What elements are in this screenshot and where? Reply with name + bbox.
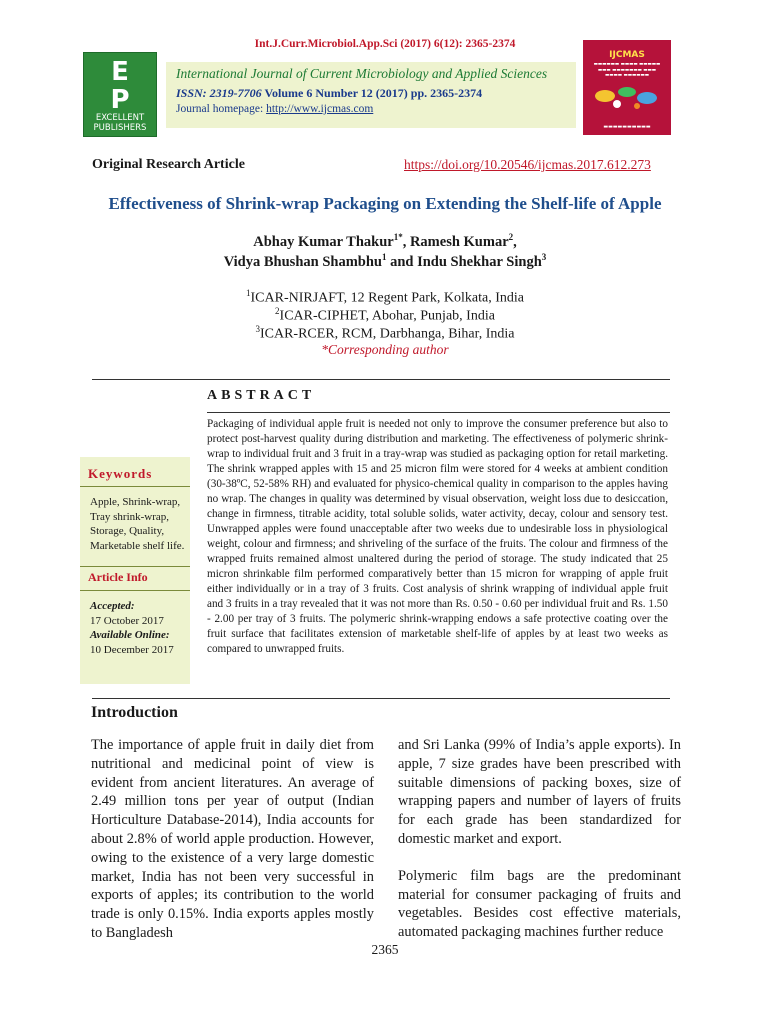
author-name: , Ramesh Kumar [402,233,509,250]
accepted-date: 17 October 2017 [90,614,164,627]
issn-line [176,86,482,101]
author-name: Vidya Bhushan Shambhu [223,253,382,270]
online-date: 10 December 2017 [90,643,174,656]
affiliation-text: ICAR-RCER, RCM, Darbhanga, Bihar, India [259,326,515,342]
journal-reference: Int.J.Curr.Microbiol.App.Sci (2017) 6(12): 2365-2374 [254,38,516,50]
introduction-heading: Introduction [91,704,178,721]
paragraph: and Sri Lanka (99% of India’s apple exports). In apple, 7 size grades have been prescribed with suitable dimensions of packing boxes, size of wrapping papers and number of layers of fruits for each grade has been standardized for domestic market and export. [398,737,681,847]
cover-title: IJCMAS [609,50,645,60]
author-name: Abhay Kumar Thakur [253,233,394,250]
keywords-heading: Keywords [88,466,153,481]
abstract-text: Packaging of individual apple fruit is needed not only to improve the consumer preference but also to protect post-harvest quality during distribution and marketing. The effectiveness of polymeric shrink-wrap to individual fruit and 3 fruit in a tray-wrap was studied as packaging option for retail marketing. The shrink wrapped apples with 15 and 25 micron film were stored for 4 weeks at ambient condition (30-38ºC, 52-58% RH) and evaluated for physico-chemical quality in comparison to the apples having no wrap. The changes in quality was determined by visual observation, weight loss due to desiccation, change in firmness, titrable acidity, total soluble solids, water activity, decay, colour and sensory test. Unwrapped apples were found unacceptable after two weeks due to undesirable loss in physiological weight, colour and firmness; and shriveling of the surface of the fruits. The colour and firmness of the wrapped fruits remained almost unaltered during the period of storage. The study indicated that 25 micron shrinkable film performed comparatively better than 15 micron for wrapping of apple fruit either individually or in a tray of 3 fruits. Cost analysis of shrink wrapping of individual apple fruit and 3 fruits in a tray revealed that it was not more than Rs. 0.50 - 0.60 per individual fruit and Rs. 1.50 - 2.00 per tray of 3 fruits. The polymeric shrink-wrapping endows a safe protective coating over the fruit surface that facilitates extension of marketable shelf-life of apples by at least two weeks as compared to unwrapped fruits. [207,418,668,655]
sidebar-divider [80,566,190,567]
sidebar-divider [80,590,190,591]
author-name: and Indu Shekhar Singh [386,253,542,270]
author-separator: , [513,233,517,250]
intro-left-column [91,736,374,961]
abstract-bottom-rule [92,698,670,699]
affiliation [0,288,770,307]
paper-title: Effectiveness of Shrink-wrap Packaging on Extending the Shelf-life of Apple [108,194,662,213]
intro-right-column [398,736,681,960]
author-sup: 2 [508,232,514,242]
abstract-heading-rule [207,412,670,413]
logo-text: EXCELLENT PUBLISHERS [93,113,147,133]
authors-line-1 [0,232,770,251]
author-sup: 1 [381,252,387,262]
doi-link[interactable]: https://doi.org/10.20546/ijcmas.2017.612.273 [404,157,651,172]
authors-line-2 [0,252,770,271]
affiliation-sup: 1 [246,288,251,298]
article-type: Original Research Article [92,157,245,172]
cover-microbe-art-icon [591,80,663,112]
affiliation-sup: 3 [255,324,260,334]
online-label: Available Online: [90,629,170,641]
author-sup: 1* [393,232,403,242]
page-number: 2365 [371,942,399,957]
abstract-heading: ABSTRACT [207,388,316,403]
journal-name: International Journal of Current Microbiology and Applied Sciences [176,66,548,81]
abstract-top-rule [92,379,670,380]
logo-letter-p-icon: P [110,85,130,115]
article-info-heading: Article Info [88,570,148,584]
corresponding-author-note: *Corresponding author [321,342,449,357]
accepted-label: Accepted: [90,600,135,612]
affiliation-text: ICAR-NIRJAFT, 12 Regent Park, Kolkata, India [250,290,524,306]
journal-cover-image [583,40,671,135]
paragraph: Polymeric film bags are the predominant material for consumer packaging of fruits and vegetables. Besides cost effective materials, automated packaging machines further reduce [398,867,681,941]
article-info-body [90,599,188,657]
affiliation-text: ICAR-CIPHET, Abohar, Punjab, India [279,308,495,324]
affiliation [0,306,770,325]
cover-subtitle-decoration: ▬▬▬▬▬▬ ▬▬▬▬ ▬▬▬▬▬ ▬▬▬ ▬▬▬▬▬▬▬ ▬▬▬ ▬▬▬▬ ▬▬▬▬▬▬ [593,62,661,78]
keywords-list: Apple, Shrink-wrap, Tray shrink-wrap, Storage, Quality, Marketable shelf life. [90,496,185,552]
publisher-logo [83,52,157,137]
paragraph: The importance of apple fruit in daily diet from nutritional and medicinal point of view is evident from ancient literatures. An average of 2.49 million tons per year of output (Indian Horticulture Database-2014), India accounts for about 2.8% of world apple production. However, owing to the existence of a very large domestic market, India has not been very successful in exports of apples; its contribution to the world trade is only 0.15%. India exports apples mostly to Bangladesh [91,737,374,941]
homepage-label: Journal homepage: [176,103,267,115]
issn-label: ISSN: 2319-7706 [176,86,262,100]
sidebar-divider [80,486,190,487]
author-sup: 3 [541,252,547,262]
affiliation-sup: 2 [275,306,280,316]
homepage-link[interactable]: http://www.ijcmas.com [266,103,374,115]
cover-url-decoration: ▬▬▬▬▬▬▬▬▬▬ [603,124,651,130]
journal-homepage [176,103,373,115]
logo-letter-e-icon: E [111,57,129,87]
affiliation [0,324,770,343]
volume-info: Volume 6 Number 12 (2017) pp. 2365-2374 [261,86,483,100]
